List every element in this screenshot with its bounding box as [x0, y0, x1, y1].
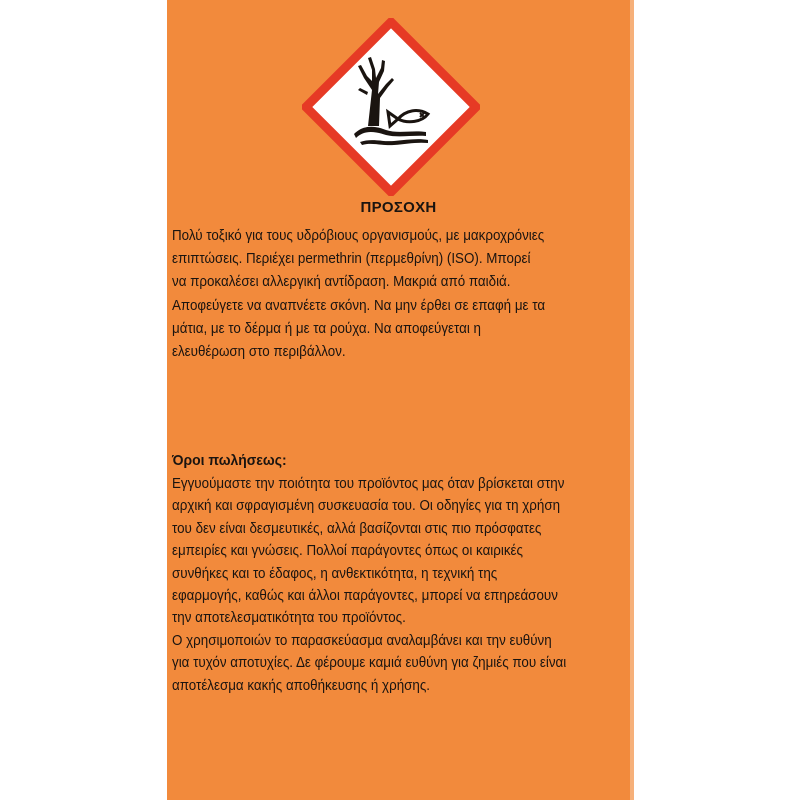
- liability-line: Ο χρησιμοποιών το παρασκεύασμα αναλαμβάνει και την ευθύνη: [172, 633, 552, 649]
- hazard-statements: [172, 225, 624, 364]
- hazard-line: μάτια, με το δέρμα ή με τα ρούχα. Να αποφεύγεται η: [172, 320, 481, 337]
- environment-hazard-icon: [302, 18, 480, 196]
- terms-line: εμπειρίες και γνώσεις. Πολλοί παράγοντες όπως οι καιρικές: [172, 543, 523, 560]
- terms-line: την αποτελεσματικότητα του προϊόντος.: [172, 610, 406, 627]
- liability-line: αποτέλεσμα κακής αποθήκευσης ή χρήσης.: [172, 677, 431, 694]
- terms-line: του δεν είναι δεσμευτικές, αλλά βασίζονται στις πιο πρόσφατες: [172, 520, 542, 537]
- terms-heading: Όροι πωλήσεως:: [172, 452, 287, 469]
- liability-line: για τυχόν αποτυχίες. Δε φέρουμε καμιά ευθύνη για ζημιές που είναι: [172, 655, 567, 672]
- hazard-line: επιπτώσεις. Περιέχει permethrin (περμεθρίνη) (ISO). Μπορεί: [172, 251, 531, 268]
- terms-line: αρχική και σφραγισμένη συσκευασία του. Οι οδηγίες για τη χρήση: [172, 498, 561, 515]
- terms-line: συνθήκες και το έδαφος, η ανθεκτικότητα, η τεχνική της: [172, 565, 498, 582]
- hazard-line: Πολύ τοξικό για τους υδρόβιους οργανισμούς, με μακροχρόνιες: [172, 228, 545, 244]
- liability-statement: [172, 630, 624, 697]
- signal-word: ΠΡΟΣΟΧΗ: [360, 199, 437, 216]
- hazard-line: Αποφεύγετε να αναπνέετε σκόνη. Να μην έρθει σε επαφή με τα: [172, 297, 546, 314]
- terms-of-sale: [172, 473, 624, 630]
- terms-line: Εγγυούμαστε την ποιότητα του προϊόντος μας όταν βρίσκεται στην: [172, 476, 565, 492]
- terms-line: εφαρμογής, καθώς και άλλοι παράγοντες, μπορεί να επηρεάσουν: [172, 588, 558, 605]
- hazard-line: ελευθέρωση στο περιβάλλον.: [172, 344, 346, 361]
- hazard-line: να προκαλέσει αλλεργική αντίδραση. Μακριά από παιδιά.: [172, 274, 511, 291]
- label-edge-strip: [630, 0, 634, 800]
